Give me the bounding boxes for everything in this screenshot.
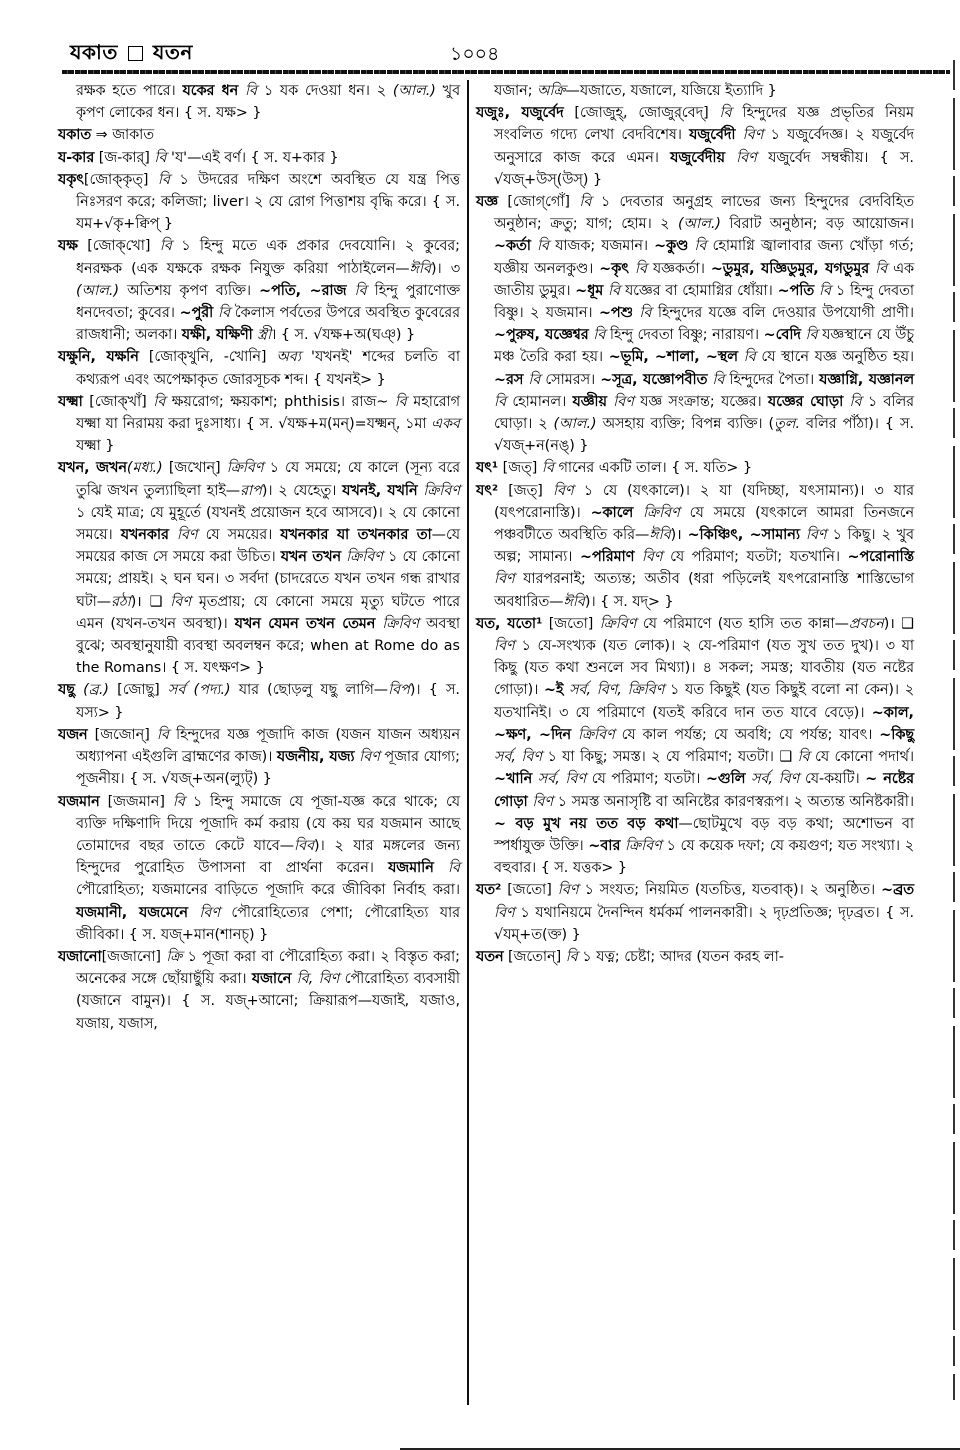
headword: যখন যেমন তখন তেমন [234, 615, 376, 632]
grammar-label: ঈবি [649, 527, 671, 544]
definition-text: হোমাগ্নি জ্বালাবার জন্য খোঁড়া গর্ত; যজ্ঞীয় অনলকুণ্ড। [494, 238, 915, 277]
grammar-label: বি [737, 349, 756, 366]
grammar-label: সর্ব [167, 682, 186, 699]
definition-text: [জখোন্] [162, 460, 227, 477]
definition-text: [জোগ্‌গোঁ] [497, 194, 580, 211]
grammar-label: (পদ্য.) [185, 682, 231, 699]
definition-text: ১ দেবতার অনুগ্রহ লাভের জন্য হিন্দুদের বেদবিহিত অনুষ্ঠান; ক্রতু; যাগ; হোম। ২ [494, 194, 914, 233]
definition-text: [জতো] [542, 615, 600, 632]
grammar-label: বিপ [388, 682, 410, 699]
grammar-label: অব্য [276, 349, 301, 366]
definition-text: [জতোন্] [503, 948, 566, 965]
definition-text: যজান; [494, 83, 538, 99]
headword: ~গুলি [705, 771, 746, 788]
definition-text: অবস্থা বুঝে; অবস্থানুযায়ী ব্যবস্থা অবলম্বন করে; when at Rome do as the Romans। { স. যৎক্ষণ> } [76, 615, 460, 677]
headword: যছু [58, 682, 75, 699]
definition-text: হিন্দুদের যজ্ঞ প্রভৃতির নিয়ম সংবলিত গদ্যে লেখা বেদবিশেষ। [494, 105, 914, 144]
headword: যক্ষুনি, যক্ষনি [58, 349, 139, 366]
grammar-label: বিণ [494, 638, 515, 655]
headword: যজুর্বেদী [689, 127, 736, 144]
dictionary-entry [476, 480, 914, 613]
grammar-label: বিণ [187, 904, 221, 921]
headword: যখনই, যখনি [342, 482, 418, 499]
definition-text: ১ যে কোনো সময়ে; প্রায়ই। ২ ঘন ঘন। ৩ সর্বদা (চাদরেতে যখন তখন গন্ধ রাখার ঘটা— [76, 549, 460, 610]
grammar-label: বি [603, 282, 621, 299]
headword: যজমানী, যজমেনে [76, 904, 188, 921]
grammar-label: ক্রিবিণ [375, 615, 420, 632]
definition-text: যে পরিমাণ; যতটা; যতখানি। [662, 549, 848, 566]
definition-text: ১ উদরের দক্ষিণ অংশে অবস্থিত যে যন্ত্র পিত্ত নিঃসরণ করে; কলিজা; liver। ২ যে রোগ পিত্তাশয় বৃদ্ধি করে। { স. যম+√কৃ+ক্বিপ্ } [76, 171, 460, 233]
left-column [58, 80, 460, 1035]
definition-text: হোমানল। [506, 393, 573, 410]
definition-text: যে কোনো পদার্থ। [809, 749, 915, 766]
grammar-label: সর্ব, বিণ, ক্রিবিণ [563, 682, 665, 699]
definition-text: [জতো] [501, 882, 558, 899]
dictionary-entry [476, 80, 914, 102]
dictionary-entry [58, 124, 460, 146]
grammar-label: সর্ব, বিণ [532, 771, 587, 788]
headword: যতন [476, 948, 504, 965]
grammar-label: (আল.) [677, 216, 721, 233]
dictionary-entry [476, 613, 914, 879]
page-header [70, 38, 890, 68]
headword: ~কালে [590, 504, 634, 521]
headword: ~পশু [598, 305, 633, 322]
grammar-label: বি [346, 282, 367, 299]
page-number: ১০০৪ [450, 43, 500, 65]
definition-text: [জোক্‌খো] [77, 238, 160, 255]
grammar-label: (আল.) [553, 416, 597, 433]
grammar-label: বি [394, 393, 407, 410]
grammar-label: বি, বিণ [291, 971, 340, 988]
definition-text: যে কাল পর্যন্ত; যে অবধি; যে পর্যন্ত; যাবৎ। [614, 726, 880, 743]
definition-text: যজ্ঞের বা হোমাগ্নির ধোঁয়া। [620, 282, 778, 299]
definition-text: যার (ছোড়লু যছু লাগি— [230, 682, 389, 699]
headword: ~ বড় মুখ নয় তত বড় কথা [494, 815, 679, 832]
grammar-label: বিণ [527, 793, 554, 810]
grammar-label: সর্ব, বিণ [494, 749, 543, 766]
definition-text: হিন্দুদের যজ্ঞ পূজাদি কাজ (যজন যাজন অধ্যয়ন অধ্যাপনা এইগুলি ব্রাহ্মণের কাজ)। [76, 726, 460, 766]
definition-text: সোমরস। [540, 371, 601, 388]
definition-text: [জোক্‌কৃত্] [83, 171, 158, 188]
grammar-label: (ব্র.) [74, 682, 109, 699]
definition-text: যে-কয়টি। [799, 771, 866, 788]
dictionary-entry [476, 191, 914, 457]
page-edge [953, 60, 955, 1400]
definition-text: [জজোন্] [87, 726, 157, 743]
grammar-label: বি [800, 327, 818, 344]
definition-text: ১ যক দেওয়া ধন। ২ [257, 83, 393, 99]
dictionary-entry [58, 457, 460, 679]
grammar-label: ক্রিবিণ [226, 460, 264, 477]
grammar-label: অক্রি [537, 83, 566, 99]
headword: ~খানি [494, 771, 533, 788]
headword: যখন, জখন [58, 460, 127, 477]
definition-text: ১ যে (যৎকালে)। ২ যা (যদিচ্ছা, যৎসামান্য)। ৩ যার (যৎপরোনাস্তি)। [494, 482, 915, 521]
definition-text: ১ যে-সংখ্যক (যত লোক)। ২ যে-পরিমাণ (যত সুখ তত দুখ)। ৩ যা কিছু (যত কথা শুনলে সব মিথ্যা)। ৪ সকল; সমস্ত; যাবতীয় (যত নষ্টের গোড়া)। [494, 638, 914, 699]
definition-text: )। ২ যার মঙ্গলের জন্য হিন্দুদের পুরোহিত উপাসনা বা প্রার্থনা করেন। [76, 837, 460, 877]
definition-text: পৌরোহিত্য ব্যবসায়ী (যজানে বামুন)। { স. যজ্+আনো; ক্রিয়ারূপ—যজাই, যজাও, যজায়, যজাস, [76, 971, 460, 1032]
grammar-label: বি [530, 238, 550, 255]
definition-text: পৌরোহিত্যের পেশা; পৌরোহিত্য যার জীবিকা। { স. যজ্+মান(শানচ্) } [76, 904, 460, 943]
grammar-label: বিণ [735, 127, 764, 144]
headword: ~বেদি [763, 327, 801, 344]
headword: যজ্ঞাগ্নি, যজ্ঞানল [819, 371, 915, 388]
grammar-label: বি [869, 260, 888, 277]
definition-text: ১ যেই মাত্র; যে মুহূর্তে (যখনই প্রয়োজন হবে আসবে)। ২ যে কোনো সময়ে। [76, 504, 460, 544]
grammar-label: স্ত্রী [252, 327, 272, 344]
grammar-label: (আল.) [392, 83, 436, 99]
grammar-label: বিণ [494, 571, 515, 588]
definition-text: বিরাট অনুষ্ঠান; বড় আয়োজন। [720, 216, 914, 233]
definition-text: [জজানো] [101, 948, 167, 965]
definition-text: বলির পাঁঠা)। { স. √যজ্+ন(নঙ্) } [494, 416, 914, 455]
definition-text: রক্ষক হতে পারে। [76, 83, 183, 99]
grammar-label: ক্রি [166, 948, 183, 965]
headword: ~সূত্র, যজ্ঞোপবীত [600, 371, 708, 388]
grammar-label: তুল. [774, 416, 801, 433]
grammar-label: (আল.) [76, 282, 120, 299]
grammar-label: বি [172, 793, 185, 810]
dictionary-entry [58, 791, 460, 946]
headword: যখনকার যা তখনকার তা [280, 527, 432, 544]
grammar-label: প্রবচন [848, 615, 884, 632]
headword: ~কুণ্ড [654, 238, 689, 255]
definition-text: খুব কৃপণ লোকের ধন। { স. যক্ষ> } [76, 83, 461, 122]
grammar-label: বি [153, 393, 166, 410]
headword: ~পতি, ~রাজ [259, 282, 347, 299]
definition-text: পূজার যোগ্য; পূজনীয়। { স. √যজ্+অন(ল্যুট্) } [76, 749, 460, 788]
definition-text: হিন্দু পুরাণোক্ত ধনদেবতা; কুবের। [76, 282, 460, 322]
definition-text: ১ সংযত; নিয়মিত (যতচিত্ত, যতবাক্)। ২ অনুষ্ঠিত। [578, 882, 882, 899]
grammar-label: ক্রিবিণ [341, 549, 383, 566]
guide-word-last: যতন [152, 40, 193, 64]
headword: যকৃৎ [58, 171, 84, 188]
square-icon [128, 46, 143, 61]
definition-text: —ছোটমুখে বড় বড় কথা; অশোভন বা স্পর্ধাযুক্ত উক্তি। [494, 815, 914, 854]
definition-text: )। ২ যেহেতু। [261, 482, 343, 499]
headword: ~ নষ্টের গোড়া [494, 771, 915, 810]
grammar-label: বি [688, 238, 707, 255]
headword: ~পুরুষ, যজ্ঞেশ্বর [494, 327, 589, 344]
definition-text: 'যখনই' শব্দের চলতি বা কথ্যরূপ এবং অপেক্ষাকৃত জোরসূচক শব্দ। { যখনই> } [76, 349, 461, 388]
grammar-label: বি [797, 749, 810, 766]
definition-text: —যে সময়ের কাজ সে সময়ে করা উচিত। [76, 527, 460, 566]
headword: যজুর্বেদীয় [670, 149, 725, 166]
definition-text: পৌরোহিত্য; যজমানের বাড়িতে পূজাদি করে জীবিকা নির্বাহ করা। [76, 882, 460, 899]
definition-text: মৃতপ্রায়; যে কোনো সময়ে মৃত্যু ঘটতে পারে এমন (যখন-তখন অবস্থা)। [76, 593, 461, 632]
grammar-label: বি [157, 171, 170, 188]
definition-text: [জ-কার্] [94, 149, 155, 166]
definition-text: যে সময়ে (যৎকালে আমরা তিনজনে পঞ্চবটীতে অবস্থিতি করি— [494, 504, 914, 544]
grammar-label: রঠা [111, 593, 131, 610]
headword: যকের ধন [182, 83, 239, 99]
headword: ~ভূমি, ~শালা, ~স্থল [608, 349, 738, 366]
definition-text: ১ যে কয়েক দফা; যে কয়গুণ; যত সংখ্যা। ২ বহুবার। { স. যত্তক> } [494, 837, 915, 877]
headword: যত, যতো¹ [476, 615, 543, 632]
headword: যক্ষ [58, 238, 78, 255]
definition-text: )। [670, 527, 688, 544]
grammar-label: ক্রিবিণ [633, 504, 680, 521]
definition-text: অতিশয় কৃপণ ব্যক্তি। [119, 282, 260, 299]
grammar-label: বিণ [494, 904, 515, 921]
headword: ~কিছু [879, 726, 915, 743]
definition-text: যারপরনাই; অত্যন্ত; অতীব (ধরা পড়িলেই যৎপরোনাস্তি শাস্তিভোগ অবধারিত— [494, 571, 914, 610]
definition-text: ১ কিছু। ২ খুব অল্প; সামান্য। [494, 527, 914, 566]
definition-text: যাজক; যজমান। [549, 238, 655, 255]
definition-text: [জোক্‌খাঁ] [82, 393, 154, 410]
definition-text: ১ পূজা করা বা পৌরোহিত্য করা। ২ বিস্তৃত করা; অনেকের সঙ্গে ছোঁয়াছুঁয়ি করা। [76, 948, 460, 988]
grammar-label: বি [238, 83, 258, 99]
definition-text: । { স. √যক্ষ+অ(ঘঞ্) } [271, 327, 416, 344]
definition-text: অসহায় ব্যক্তি; বিপন্ন ব্যক্তি। ( [596, 416, 775, 433]
headword: যজমানি [388, 860, 434, 877]
grammar-label: বিণ [552, 482, 574, 499]
definition-text: ১ যথানিয়মে দৈনন্দিন ধর্মকর্ম পালনকারী। ২ দৃঢ়প্রতিজ্ঞ; দৃঢ়ব্রত। { স. √যম্+ত(ক্ত) } [494, 904, 914, 943]
grammar-label: বিণ [606, 393, 634, 410]
grammar-label: বি [541, 460, 554, 477]
grammar-label: ক্রিবিণ [571, 726, 615, 743]
headword: যজ্ঞীয় [572, 393, 607, 410]
definition-text: [জজমান] [99, 793, 173, 810]
dictionary-entry [58, 946, 460, 1035]
definition-text: ১ বলির ঘোড়া। ২ [494, 393, 914, 433]
guide-words [70, 38, 193, 71]
definition-text: [জোজুহ্, জোজুর্‌বেদ্] [563, 105, 720, 122]
headword: যক্ষ্মা [58, 393, 83, 410]
grammar-label: একব [431, 416, 460, 433]
headword: যজানে [251, 971, 292, 988]
definition-text: —যজাতে, যজালে, যজিয়ে ইত্যাদি } [565, 83, 777, 99]
column-divider [467, 80, 469, 1405]
definition-text: গানের একটি তাল। { স. যতি> } [553, 460, 753, 477]
headword: যখনকার [120, 527, 169, 544]
definition-text: যক্ষ্মা } [76, 438, 115, 455]
definition-text: ১ সমস্ত অনাসৃষ্টি বা অনিষ্টের কারণস্বরূপ। ২ অত্যন্ত অনিষ্টকারী। [553, 793, 914, 810]
definition-text: ১ হিন্দু সমাজে যে পূজা-যজ্ঞ করে থাকে; যে ব্যক্তি দক্ষিণাদি দিয়ে পূজাদি কর্ম করায় (যে কয় ঘর যজমান আছে তোমাদের বছর তাতে কেটে যাবে— [76, 793, 460, 854]
grammar-label: বিণ [557, 882, 579, 899]
grammar-label: বি [843, 393, 862, 410]
grammar-label: ঈবি [563, 593, 585, 610]
grammar-label: বিণ [354, 749, 380, 766]
headword: ~কাল, ~ক্ষণ, ~দিন [494, 704, 914, 743]
headword: যজনীয়, যজ্য [276, 749, 355, 766]
headword: য-কার [58, 149, 95, 166]
definition-text: ⇒ জাকাত [91, 127, 155, 144]
definition-text: যে পরিমাণ; যতটা। [586, 771, 706, 788]
grammar-label: ঈবি [409, 260, 431, 277]
headword: ~পুরী [179, 305, 214, 322]
definition-text: )। ❑ [130, 593, 171, 610]
headword: যকাত [58, 127, 92, 144]
grammar-label: বি [494, 393, 507, 410]
definition-text: ১ যা কিছু; সমস্ত। ২ যে পরিমাণ; যতটা। ❑ [542, 749, 798, 766]
grammar-label: বি [156, 726, 169, 743]
definition-text: [জত্] [498, 482, 553, 499]
definition-text: যজ্ঞ সংক্রান্ত; যজ্ঞের। [633, 393, 768, 410]
headword: যত² [476, 882, 502, 899]
grammar-label: বি [814, 282, 832, 299]
dictionary-entry [58, 391, 460, 458]
grammar-label: বি [154, 149, 167, 166]
dictionary-entry [476, 946, 914, 968]
grammar-label: বি [433, 860, 461, 877]
definition-text: )। ৩ [430, 260, 461, 277]
headword: যজ্ঞের ঘোড়া [767, 393, 844, 410]
definition-text: মহারোগ যক্ষ্মা যা নিরাময় করা দুঃসাধ্য। { স. √যক্ষ+ম(মন্)=যক্ষ্মন্, ১মা [76, 393, 460, 433]
definition-text: ১ যত কিছুই (যত কিছুই বলো না কেন)। ২ যতখানিই। ৩ যে পরিমাণে (যতই করিবে দান তত যাবে বেড়ে)। [494, 682, 915, 721]
dictionary-entry [58, 169, 460, 236]
headword: ~রস [494, 371, 524, 388]
headword: ~ধূম [575, 282, 604, 299]
definition-text: )। { স. যদ্> } [584, 593, 674, 610]
grammar-label: ক্রিবিণ [417, 482, 460, 499]
headword: যৎ² [476, 482, 499, 499]
right-column [476, 80, 914, 968]
headword: যজন [58, 726, 88, 743]
guide-word-first: যকাত [70, 40, 118, 64]
dictionary-entry [58, 724, 460, 791]
headword: ~ই [544, 682, 564, 699]
definition-text: ক্ষয়রোগ; ক্ষয়কাশ; phthisis। রাজ~ [165, 393, 395, 410]
definition-text: যজ্ঞকর্তা। [646, 260, 711, 277]
headword: যজ্ঞ [476, 194, 498, 211]
dictionary-entry [58, 80, 460, 124]
definition-text: কৈলাস পর্বতের উপরে অবস্থিত কুবেরের রাজধানী; অলকা। [76, 305, 460, 344]
definition-text: যে স্থানে যজ্ঞ অনুষ্ঠিত হয়। [755, 349, 914, 366]
headword: ~পরিমাণ [579, 549, 635, 566]
definition-text: হিন্দু দেবতা বিষ্ণু; নারায়ণ। [605, 327, 764, 344]
grammar-label: বিণ [168, 527, 198, 544]
definition-text: 'য'—এই বর্ণ। { স. য+কার } [166, 149, 339, 166]
definition-text: যে পরিমাণে (যত হাসি তত কান্না— [636, 615, 849, 632]
definition-text: [জোছু] [108, 682, 168, 699]
headword: ~কর্তা [494, 238, 531, 255]
headword: যখন তখন [280, 549, 342, 566]
definition-text: ১ হিন্দু মতে এক প্রকার দেবযোনি। ২ কুবের; ধনরক্ষক (এক যক্ষকে রক্ষক নিযুক্ত করিয়া পাঠাইলেন— [76, 238, 460, 277]
definition-text: )। ❑ [883, 615, 914, 632]
definition-text: হিন্দুদের পৈতা। [724, 371, 820, 388]
headword: ~কৃৎ [599, 260, 629, 277]
grammar-label: বি [159, 238, 172, 255]
definition-text: যে সময়ের। [197, 527, 281, 544]
headword: যক্ষী, যক্ষিণী [181, 327, 253, 344]
dictionary-entry [476, 102, 914, 191]
definition-text: [জত্] [498, 460, 542, 477]
grammar-label: ক্রিবিণ [620, 837, 662, 854]
grammar-label: বিণ [170, 593, 191, 610]
definition-text: ১ যত্ন; চেষ্টা; আদর (যতন করহ লা- [577, 948, 784, 965]
grammar-label: রাপ [240, 482, 262, 499]
grammar-label: বি [632, 305, 652, 322]
headword: ~ডুমুর, যজ্ঞিডুমুর, যগডুমুর [710, 260, 870, 277]
headword: যজুঃ, যজুর্বেদ [476, 105, 564, 122]
grammar-label: বিণ [724, 149, 757, 166]
grammar-label: বি [565, 948, 578, 965]
grammar-label: বি [707, 371, 725, 388]
grammar-label: বি [523, 371, 541, 388]
headword: যৎ¹ [476, 460, 499, 477]
dictionary-entry [476, 457, 914, 479]
definition-text: ১ হিন্দু দেবতা বিষ্ণু। ২ যজমান। [494, 282, 915, 322]
grammar-label: ক্রিবিণ [599, 615, 637, 632]
definition-text: এক জাতীয় ডুমুর। [494, 260, 915, 299]
definition-text: যজ্ঞস্থানে যে উঁচু মঞ্চ তৈরি করা হয়। [494, 327, 915, 366]
grammar-label: বি [628, 260, 647, 277]
headword: ~ব্রত [881, 882, 914, 899]
dictionary-entry [58, 679, 460, 723]
dictionary-entry [58, 346, 460, 390]
definition-text: হিন্দুদের যজ্ঞে বলি দেওয়ার উপযোগী প্রাণী। [651, 305, 914, 322]
grammar-label: সর্ব, বিণ [745, 771, 800, 788]
header-rule [62, 70, 950, 74]
headword: ~কিঞ্চিৎ, ~সামান্য [687, 527, 800, 544]
grammar-label: বি [579, 194, 592, 211]
headword: যজমান [58, 793, 100, 810]
grammar-label: বিণ [799, 527, 827, 544]
definition-text: ১ যে সময়ে; যে কালে (সূন্য বরে তুঝি জখন তুল্যাছিলা হাই— [76, 460, 460, 499]
headword: ~পরোনাস্তি [847, 549, 914, 566]
grammar-label: বি [213, 305, 231, 322]
grammar-label: বি [588, 327, 606, 344]
headword: ~পতি [777, 282, 815, 299]
grammar-label: বিণ [634, 549, 663, 566]
headword: ~বার [588, 837, 621, 854]
grammar-label: বিব [294, 837, 315, 854]
definition-text: )। { স. যস্য> } [76, 682, 460, 721]
definition-text: [জোক্‌খুনি, -খোনি] [138, 349, 277, 366]
definition-text: যজুর্বেদ সম্বন্ধীয়। { স. √যজ্+উস্(উস্) } [494, 149, 914, 188]
definition-text: ১ যজুর্বেদজ্ঞ। ২ যজুর্বেদ অনুসারে কাজ করে এমন। [494, 127, 915, 166]
dictionary-entry [476, 879, 914, 946]
headword: যজানো [58, 948, 102, 965]
grammar-label: বি [719, 105, 732, 122]
dictionary-entry [58, 147, 460, 169]
dictionary-entry [58, 235, 460, 346]
grammar-label: (মধ্য.) [126, 460, 163, 477]
